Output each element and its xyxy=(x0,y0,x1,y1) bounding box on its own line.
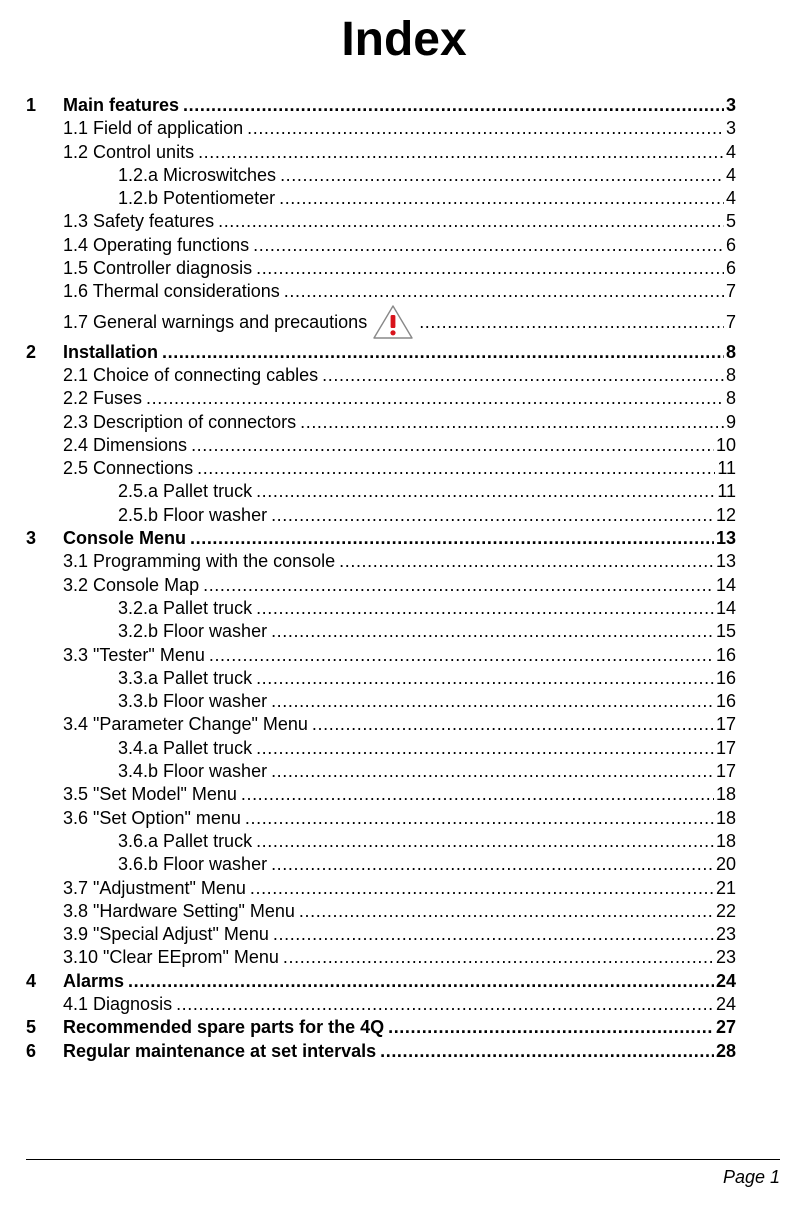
toc-entry-title: 1.5 Controller diagnosis xyxy=(63,258,253,279)
toc-page-number: 6 xyxy=(725,258,736,279)
toc-page-number: 8 xyxy=(725,388,736,409)
toc-entry[interactable] xyxy=(26,304,736,341)
toc-entry-title: Regular maintenance at set intervals xyxy=(63,1040,377,1061)
toc-entry-title: 3.6.a Pallet truck xyxy=(118,830,253,851)
toc-entry-title: Recommended spare parts for the 4Q xyxy=(63,1017,385,1038)
toc-page-number: 18 xyxy=(715,807,736,828)
toc-entry[interactable] xyxy=(26,504,736,527)
toc-entry-title: 3.2 Console Map xyxy=(63,574,200,595)
toc-entry[interactable] xyxy=(26,387,736,410)
toc-chapter-number: 1 xyxy=(26,95,37,115)
toc-entry[interactable] xyxy=(26,923,736,946)
toc-leader-dots xyxy=(162,341,724,364)
toc-leader-dots xyxy=(283,946,714,969)
toc-leader-dots xyxy=(271,620,714,643)
toc-page-number: 16 xyxy=(715,667,736,688)
toc-entry[interactable] xyxy=(26,970,736,993)
toc-entry[interactable] xyxy=(26,574,736,597)
toc-leader-dots xyxy=(271,504,714,527)
toc-page-number: 7 xyxy=(725,311,736,332)
toc-entry-title: 2.1 Choice of connecting cables xyxy=(63,364,319,385)
toc-entry-title: 3.3.b Floor washer xyxy=(118,691,268,712)
toc-leader-dots xyxy=(380,1040,714,1063)
toc-leader-dots xyxy=(322,364,724,387)
toc-page-number: 5 xyxy=(725,211,736,232)
toc-leader-dots xyxy=(256,667,714,690)
toc-page-number: 23 xyxy=(715,924,736,945)
toc-entry[interactable] xyxy=(26,480,736,503)
toc-entry-title: 1.7 General warnings and precautions xyxy=(63,311,368,332)
toc-leader-dots xyxy=(245,807,714,830)
toc-entry-title: 2.2 Fuses xyxy=(63,388,143,409)
toc-entry[interactable] xyxy=(26,620,736,643)
toc-leader-dots xyxy=(273,923,714,946)
toc-page-number: 13 xyxy=(715,528,736,549)
toc-page-number: 18 xyxy=(715,784,736,805)
toc-entry[interactable] xyxy=(26,364,736,387)
toc-page-number: 20 xyxy=(715,854,736,875)
toc-entry-title: 3.2.a Pallet truck xyxy=(118,597,253,618)
toc-leader-dots xyxy=(271,760,714,783)
toc-page-number: 4 xyxy=(725,188,736,209)
toc-entry-title: Console Menu xyxy=(63,528,187,549)
toc-page-number: 27 xyxy=(715,1017,736,1038)
toc-leader-dots xyxy=(250,877,714,900)
toc-leader-dots xyxy=(256,737,714,760)
toc-entry-title: 3.2.b Floor washer xyxy=(118,621,268,642)
toc-entry-title: 3.10 "Clear EEprom" Menu xyxy=(63,947,279,968)
toc-leader-dots xyxy=(299,900,714,923)
toc-entry[interactable] xyxy=(26,783,736,806)
toc-leader-dots xyxy=(176,993,714,1016)
toc-leader-dots xyxy=(183,94,724,117)
toc-entry[interactable] xyxy=(26,234,736,257)
toc-leader-dots xyxy=(190,527,714,550)
toc-page-number: 9 xyxy=(725,411,736,432)
toc-entry[interactable] xyxy=(26,946,736,969)
toc-entry[interactable] xyxy=(26,434,736,457)
toc-leader-dots xyxy=(339,550,714,573)
toc-leader-dots xyxy=(388,1016,714,1039)
toc-leader-dots xyxy=(312,713,714,736)
table-of-contents xyxy=(26,94,736,1063)
toc-chapter-number: 4 xyxy=(26,970,37,991)
toc-entry[interactable] xyxy=(26,341,736,364)
toc-page-number: 16 xyxy=(715,691,736,712)
toc-page-number: 21 xyxy=(715,877,736,898)
toc-page-number: 13 xyxy=(715,551,736,572)
toc-entry[interactable] xyxy=(26,527,736,550)
toc-leader-dots xyxy=(256,597,714,620)
toc-entry[interactable] xyxy=(26,807,736,830)
toc-leader-dots xyxy=(300,411,724,434)
toc-chapter-number: 6 xyxy=(26,1040,37,1061)
toc-leader-dots xyxy=(198,141,724,164)
toc-page-number: 16 xyxy=(715,644,736,665)
toc-page-number: 11 xyxy=(717,481,736,502)
toc-entry-title: 3.8 "Hardware Setting" Menu xyxy=(63,900,295,921)
toc-leader-dots xyxy=(256,830,714,853)
toc-entry-title: 1.2.b Potentiometer xyxy=(118,188,276,209)
toc-entry-title: 3.1 Programming with the console xyxy=(63,551,336,572)
toc-page-number: 11 xyxy=(717,458,736,479)
toc-entry[interactable] xyxy=(26,713,736,736)
toc-entry[interactable] xyxy=(26,760,736,783)
toc-entry-title: 1.3 Safety features xyxy=(63,211,215,232)
toc-entry[interactable] xyxy=(26,411,736,434)
toc-entry[interactable] xyxy=(26,117,736,140)
toc-entry-title: 3.6.b Floor washer xyxy=(118,854,268,875)
toc-leader-dots xyxy=(218,210,724,233)
toc-entry[interactable] xyxy=(26,141,736,164)
toc-entry[interactable] xyxy=(26,210,736,233)
toc-leader-dots xyxy=(253,234,724,257)
toc-entry[interactable] xyxy=(26,737,736,760)
toc-entry[interactable] xyxy=(26,94,736,117)
toc-chapter-number: 2 xyxy=(26,341,37,362)
page-number: Page 1 xyxy=(722,1167,780,1187)
toc-entry[interactable] xyxy=(26,1040,736,1063)
toc-entry-title: 1.4 Operating functions xyxy=(63,234,250,255)
toc-page-number: 3 xyxy=(725,95,736,115)
toc-entry-title: 3.3.a Pallet truck xyxy=(118,667,253,688)
toc-page-number: 14 xyxy=(715,597,736,618)
toc-leader-dots xyxy=(241,783,714,806)
toc-page-number: 4 xyxy=(725,164,736,185)
toc-leader-dots xyxy=(209,644,714,667)
toc-entry[interactable] xyxy=(26,457,736,480)
toc-leader-dots xyxy=(284,280,724,303)
toc-page-number: 8 xyxy=(725,364,736,385)
toc-entry[interactable] xyxy=(26,993,736,1016)
toc-page-number: 23 xyxy=(715,947,736,968)
toc-entry-title: 3.6 "Set Option" menu xyxy=(63,807,241,828)
toc-leader-dots xyxy=(256,257,724,280)
toc-leader-dots xyxy=(128,970,714,993)
toc-entry[interactable] xyxy=(26,187,736,210)
toc-entry-title: 1.2.a Microswitches xyxy=(118,164,277,185)
toc-page-number: 28 xyxy=(715,1040,736,1061)
toc-page-number: 15 xyxy=(715,621,736,642)
toc-entry[interactable] xyxy=(26,667,736,690)
toc-page-number: 4 xyxy=(725,141,736,162)
toc-page-number: 8 xyxy=(725,341,736,362)
toc-entry[interactable] xyxy=(26,690,736,713)
toc-leader-dots xyxy=(191,434,714,457)
toc-page-number: 17 xyxy=(715,714,736,735)
warning-triangle-icon xyxy=(371,304,415,341)
toc-entry-title: 2.5.a Pallet truck xyxy=(118,481,253,502)
toc-entry[interactable] xyxy=(26,257,736,280)
toc-chapter-number: 3 xyxy=(26,528,37,549)
toc-entry[interactable] xyxy=(26,830,736,853)
toc-entry[interactable] xyxy=(26,164,736,187)
toc-leader-dots xyxy=(146,387,724,410)
toc-leader-dots xyxy=(271,853,714,876)
toc-page-number: 3 xyxy=(725,118,736,139)
toc-leader-dots xyxy=(256,480,715,503)
toc-page-number: 24 xyxy=(715,970,736,991)
toc-leader-dots xyxy=(271,690,714,713)
toc-entry[interactable] xyxy=(26,853,736,876)
toc-page-number: 14 xyxy=(715,574,736,595)
toc-leader-dots xyxy=(280,164,724,187)
toc-page-number: 22 xyxy=(715,900,736,921)
toc-leader-dots xyxy=(203,574,714,597)
toc-entry[interactable] xyxy=(26,644,736,667)
footer-divider xyxy=(26,1159,780,1160)
toc-entry-title: 2.3 Description of connectors xyxy=(63,411,297,432)
toc-page-number: 10 xyxy=(715,434,736,455)
toc-entry-title: 2.5 Connections xyxy=(63,458,194,479)
toc-page-number: 12 xyxy=(715,504,736,525)
toc-entry-title: 1.1 Field of application xyxy=(63,118,244,139)
toc-page-number: 24 xyxy=(715,993,736,1014)
toc-page-number: 6 xyxy=(725,234,736,255)
toc-entry[interactable] xyxy=(26,597,736,620)
toc-entry[interactable] xyxy=(26,900,736,923)
toc-entry-title: 3.4.a Pallet truck xyxy=(118,737,253,758)
toc-leader-dots xyxy=(419,304,724,341)
toc-chapter-number: 5 xyxy=(26,1017,37,1038)
toc-entry[interactable] xyxy=(26,1016,736,1039)
toc-entry-title: 3.4.b Floor washer xyxy=(118,761,268,782)
toc-entry-title: 2.4 Dimensions xyxy=(63,434,188,455)
toc-entry[interactable] xyxy=(26,877,736,900)
toc-entry-title: 1.6 Thermal considerations xyxy=(63,281,280,302)
toc-leader-dots xyxy=(279,187,724,210)
toc-entry-title: Alarms xyxy=(63,970,125,991)
toc-entry-title: 3.4 "Parameter Change" Menu xyxy=(63,714,308,735)
toc-leader-dots xyxy=(247,117,724,140)
toc-entry-title: 2.5.b Floor washer xyxy=(118,504,268,525)
toc-entry-title: 3.5 "Set Model" Menu xyxy=(63,784,237,805)
toc-page-number: 18 xyxy=(715,830,736,851)
toc-entry-title: 3.3 "Tester" Menu xyxy=(63,644,205,665)
toc-page-number: 17 xyxy=(715,761,736,782)
toc-entry-title: Installation xyxy=(63,341,159,362)
toc-leader-dots xyxy=(197,457,715,480)
toc-entry-title: 3.7 "Adjustment" Menu xyxy=(63,877,246,898)
toc-entry[interactable] xyxy=(26,550,736,573)
toc-page-number: 7 xyxy=(725,281,736,302)
toc-page-number: 17 xyxy=(715,737,736,758)
toc-entry-title: 1.2 Control units xyxy=(63,141,195,162)
page-title: Index xyxy=(341,13,467,66)
toc-entry-title: Main features xyxy=(63,95,180,115)
toc-entry-title: 3.9 "Special Adjust" Menu xyxy=(63,924,269,945)
toc-entry[interactable] xyxy=(26,280,736,303)
toc-entry-title: 4.1 Diagnosis xyxy=(63,993,173,1014)
